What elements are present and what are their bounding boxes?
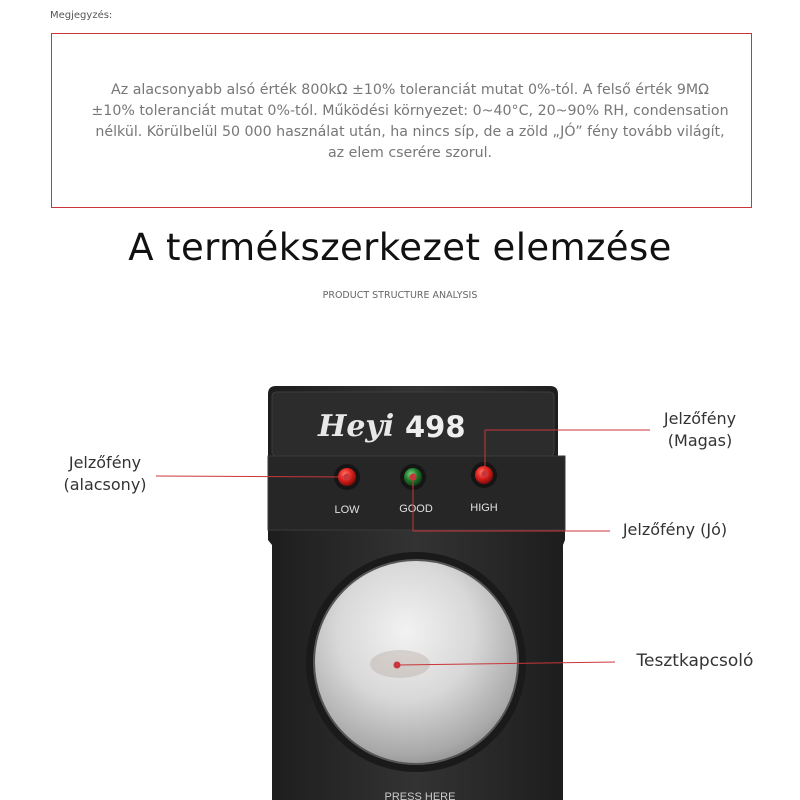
callout-led-high: Jelzőfény (Magas) — [663, 409, 737, 450]
brand-logo: Heyi — [318, 409, 395, 444]
callout-test-switch: Tesztkapcsoló — [636, 651, 754, 671]
led-low-label: LOW — [334, 504, 360, 516]
led-high-label: HIGH — [470, 502, 498, 514]
page-subtitle: PRODUCT STRUCTURE ANALYSIS — [322, 290, 478, 301]
callout-led-good: Jelzőfény (Jó) — [622, 520, 728, 539]
note-label: Megjegyzés: — [50, 10, 113, 21]
page-title: A termékszerkezet elemzése — [128, 226, 672, 269]
callout-led-low: Jelzőfény (alacsony) — [63, 453, 147, 494]
model-number: 498 — [405, 410, 466, 444]
press-here-text: PRESS HERE — [384, 791, 456, 800]
note-text: Az alacsonyabb alsó érték 800kΩ ±10% toleranciát mutat 0%-tól. A felső érték 9MΩ ±10% toleranciát mutat 0%-tól. Működési környezet: 0~40°C, 20~90% RH, condensation nélkül. Körülbelül 50 000 használat után, ha nincs síp, de a zöld „JÓ” fény tovább világít, az elem cserére szorul. — [91, 82, 729, 161]
led-good-label: GOOD — [399, 503, 433, 515]
